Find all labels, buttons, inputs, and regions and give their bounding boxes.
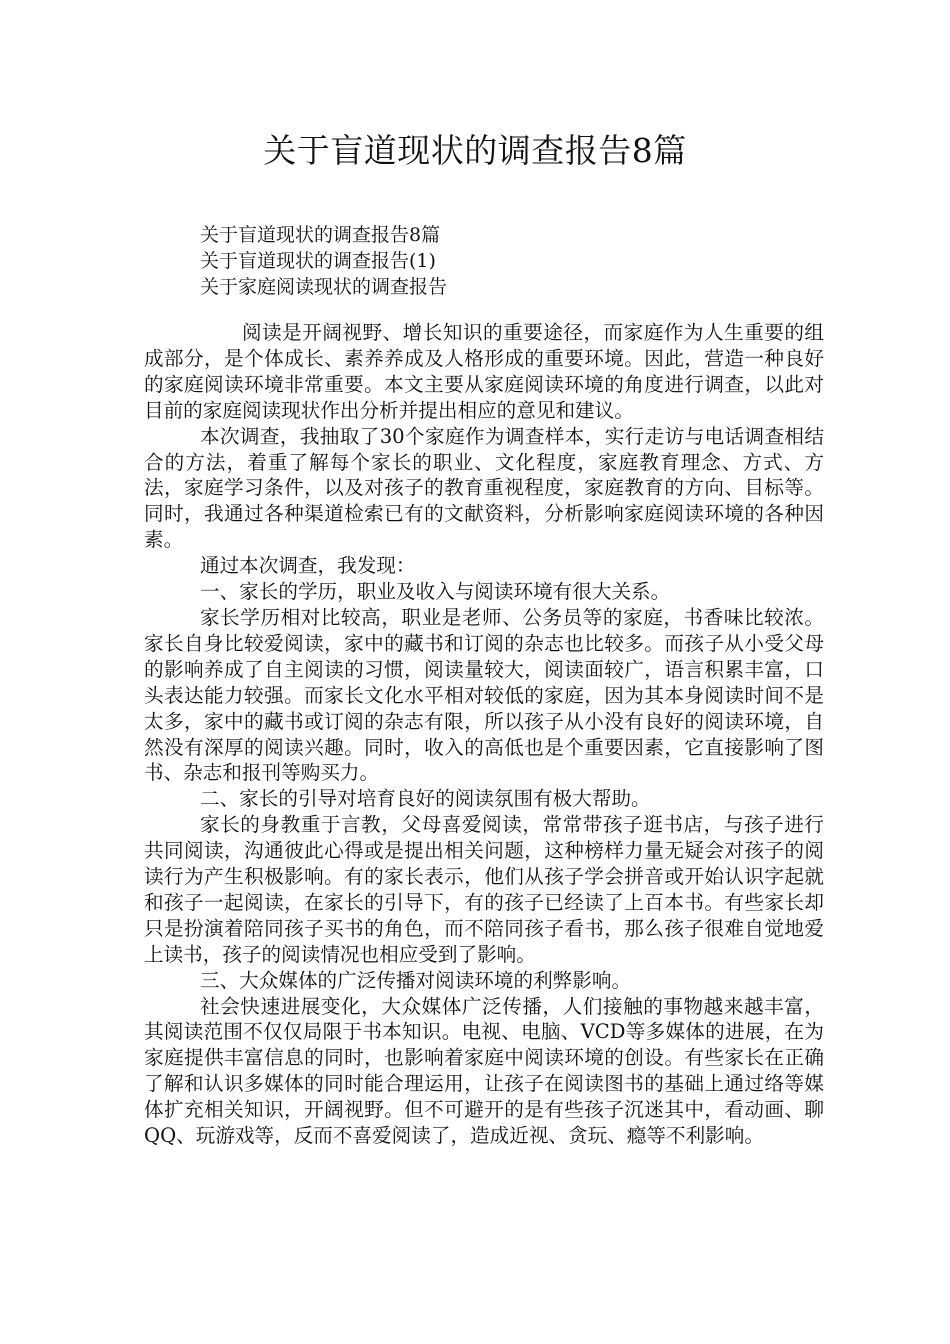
subheading: 关于家庭阅读现状的调查报告	[200, 276, 448, 298]
document-body	[144, 320, 824, 1149]
body-paragraph: 家长学历相对比较高，职业是老师、公务员等的家庭，书香味比较浓。家长自身比较爱阅读，家中的藏书和订阅的杂志也比较多。而孩子从小受父母的影响养成了自主阅读的习惯，阅读量较大，阅读面较广，语言积累丰富，口头表达能力较强。而家长文化水平相对较低的家庭，因为其本身阅读时间不是太多，家中的藏书或订阅的杂志有限，所以孩子从小没有良好的阅读环境，自然没有深厚的阅读兴趣。同时，收入的高低也是个重要因素，它直接影响了图书、杂志和报刊等购买力。	[144, 605, 824, 785]
subheading: 关于盲道现状的调查报告(1)	[200, 250, 436, 272]
subheading: 关于盲道现状的调查报告8篇	[200, 224, 441, 246]
body-paragraph: 本次调查，我抽取了30个家庭作为调查样本，实行走访与电话调查相结合的方法，着重了解每个家长的职业、文化程度，家庭教育理念、方式、方法，家庭学习条件，以及对孩子的教育重视程度，家庭教育的方向、目标等。同时，我通过各种渠道检索已有的文献资料，分析影响家庭阅读环境的各种因素。	[144, 424, 824, 552]
section-heading: 一、家长的学历，职业及收入与阅读环境有很大关系。	[200, 580, 671, 604]
body-paragraph: 家长的身教重于言教，父母喜爱阅读，常常带孩子逛书店，与孩子进行共同阅读，沟通彼此心得或是提出相关问题，这种榜样力量无疑会对孩子的阅读行为产生积极影响。有的家长表示，他们从孩子学会拼音或开始认识字起就和孩子一起阅读，在家长的引导下，有的孩子已经读了上百本书。有些家长却只是扮演着陪同孩子买书的角色，而不陪同孩子看书，那么孩子很难自觉地爱上读书，孩子的阅读情况也相应受到了影响。	[144, 813, 824, 966]
body-paragraph: 通过本次调查，我发现：	[200, 554, 416, 578]
section-heading: 三、大众媒体的广泛传播对阅读环境的利弊影响。	[200, 968, 632, 992]
section-heading: 二、家长的引导对培育良好的阅读氛围有极大帮助。	[200, 787, 651, 811]
body-paragraph: 阅读是开阔视野、增长知识的重要途径，而家庭作为人生重要的组成部分，是个体成长、素养养成及人格形成的重要环境。因此，营造一种良好的家庭阅读环境非常重要。本文主要从家庭阅读环境的角度进行调查，以此对目前的家庭阅读现状作出分析并提出相应的意见和建议。	[144, 321, 824, 422]
subheading-block	[200, 222, 820, 300]
body-paragraph: 社会快速进展变化，大众媒体广泛传播，人们接触的事物越来越丰富，其阅读范围不仅仅局限于书本知识。电视、电脑、VCD等多媒体的进展，在为家庭提供丰富信息的同时，也影响着家庭中阅读环境的创设。有些家长在正确了解和认识多媒体的同时能合理运用，让孩子在阅读图书的基础上通过络等媒体扩充相关知识，开阔视野。但不可避开的是有些孩子沉迷其中，看动画、聊QQ、玩游戏等，反而不喜爱阅读了，造成近视、贪玩、瘾等不利影响。	[144, 994, 824, 1148]
document-title: 关于盲道现状的调查报告8篇	[263, 131, 687, 170]
